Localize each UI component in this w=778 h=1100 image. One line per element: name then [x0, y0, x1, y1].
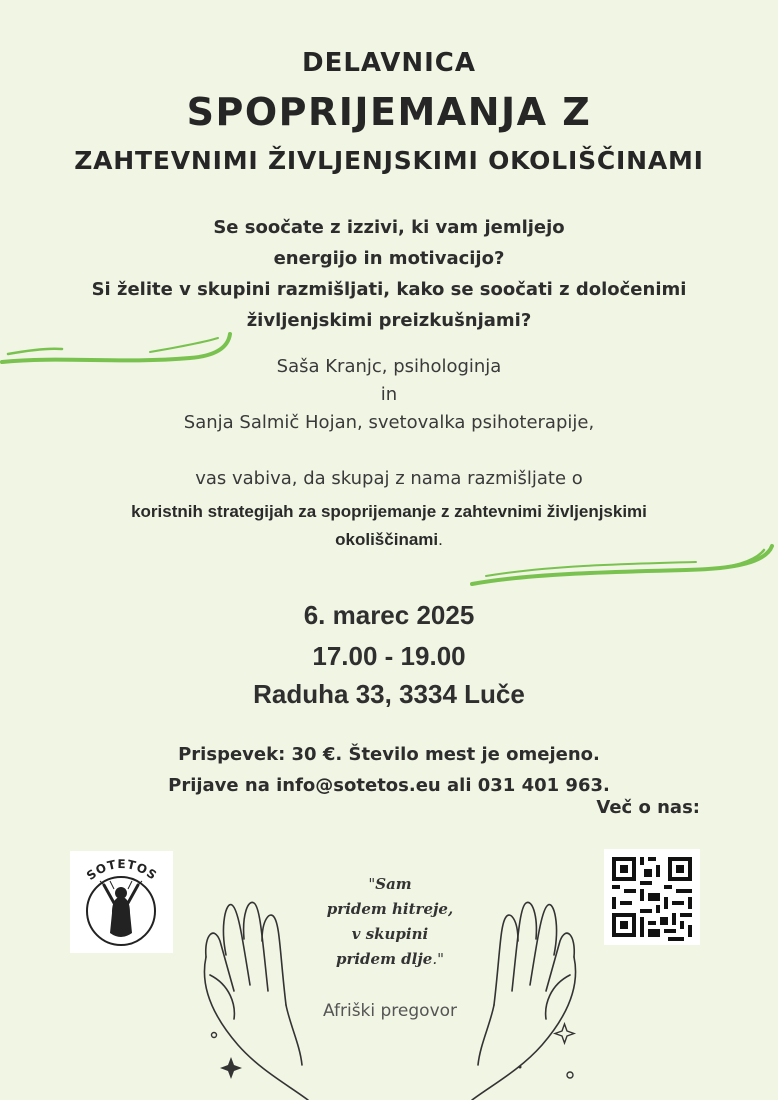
- sotetos-logo: [70, 851, 173, 953]
- host-1: Saša Kranjc, psihologinja: [276, 356, 502, 377]
- logo-text: SOTETOS: [83, 856, 160, 883]
- registration-info: [0, 739, 778, 801]
- brush-stroke-right: [466, 540, 778, 590]
- event-address: Raduha 33, 3334 Luče: [253, 679, 525, 709]
- title-line-1: DELAVNICA: [301, 48, 477, 78]
- quote-text-2: pridem hitreje,: [326, 900, 454, 918]
- signup-text: Prijave na info@sotetos.eu ali 031 401 963.: [168, 775, 610, 796]
- intro-line-1: Se soočate z izzivi, ki vam jemljejo: [213, 217, 565, 238]
- hosts: [0, 353, 778, 437]
- quote-text-4: pridem dlje: [335, 950, 433, 968]
- strategies-word: okoliščinami: [335, 530, 439, 549]
- quote: [300, 872, 480, 972]
- title-line-3: ZAHTEVNIMI ŽIVLJENJSKIMI OKOLIŠČINAMI: [74, 146, 704, 175]
- quote-line-1: [300, 872, 480, 897]
- quote-line-4: [300, 947, 480, 972]
- intro-line-2: energijo in motivacijo?: [273, 248, 505, 269]
- qr-code[interactable]: [604, 849, 700, 945]
- quote-open-mark: ": [368, 875, 376, 893]
- intro-line-4: življenjskimi preizkušnjami?: [246, 310, 532, 331]
- host-connector: in: [380, 384, 398, 405]
- quote-text-3: v skupini: [351, 925, 429, 943]
- quote-line-3: [300, 922, 480, 947]
- logo-graphic: [70, 851, 173, 953]
- intro-line-3: Si želite v skupini razmišljati, kako se soočati z določenimi: [91, 279, 687, 300]
- quote-line-2: [300, 897, 480, 922]
- fee-text: Prispevek: 30 €. Število mest je omejeno.: [178, 744, 600, 765]
- invitation-line: vas vabiva, da skupaj z nama razmišljate o: [195, 468, 583, 489]
- period: .: [438, 530, 443, 549]
- quote-close-mark: .": [432, 950, 445, 968]
- intro-text: [0, 212, 778, 336]
- more-about-us-label: Več o nas:: [596, 797, 700, 818]
- event-time: 17.00 - 19.00: [312, 641, 466, 671]
- qr-code-icon: [604, 849, 700, 945]
- event-date: 6. marec 2025: [303, 600, 475, 630]
- quote-word-1: Sam: [375, 875, 412, 893]
- title-line-2: SPOPRIJEMANJA Z: [186, 90, 592, 134]
- host-2: Sanja Salmič Hojan, svetovalka psihoterapije,: [183, 412, 595, 433]
- quote-origin: Afriški pregovor: [322, 1001, 458, 1021]
- strategies-line-1: koristnih strategijah za spoprijemanje z zahtevnimi življenjskimi: [131, 502, 647, 521]
